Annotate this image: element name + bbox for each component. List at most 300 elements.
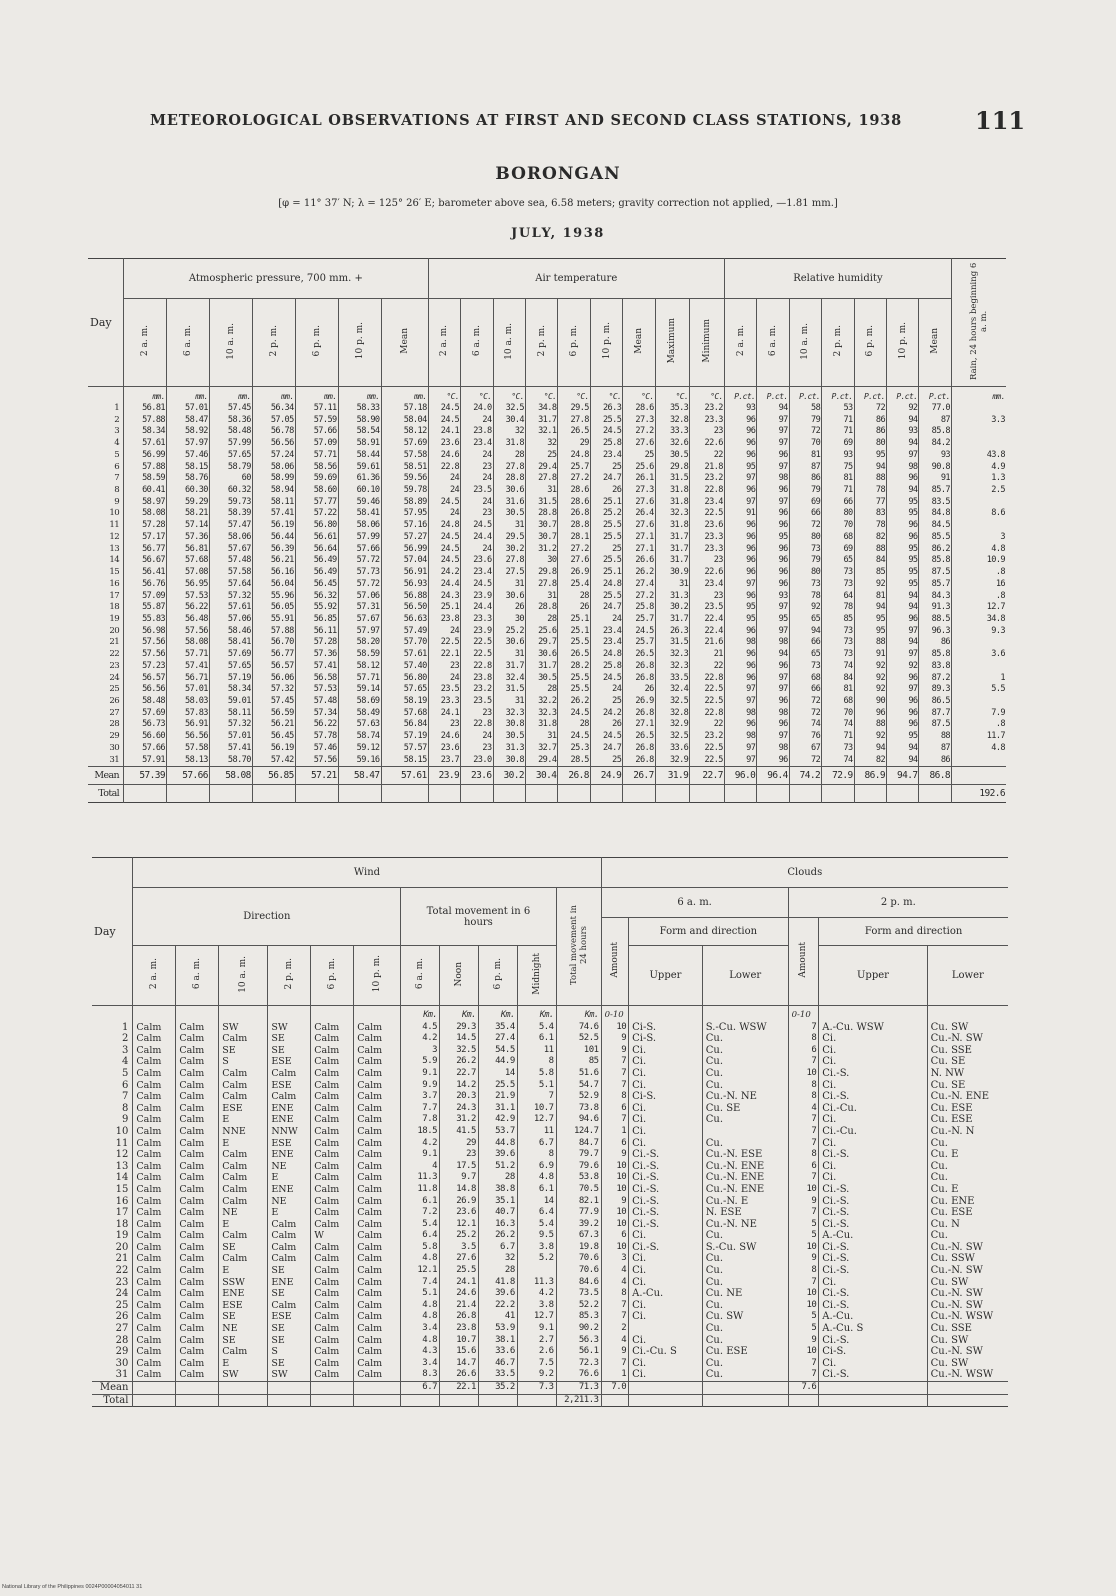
data-cell: Cu.	[702, 1323, 788, 1335]
data-cell: 28.8	[525, 508, 557, 520]
col-header-text-2: 10 a. m.	[225, 322, 236, 360]
data-cell: 12.1	[401, 1265, 440, 1277]
data-cell: Ci.-S.	[819, 1242, 927, 1254]
data-cell: 28.6	[558, 497, 590, 509]
mean-cell: 86.8	[919, 767, 952, 785]
total-label: Total	[88, 785, 124, 803]
data-cell: 29.5	[493, 532, 525, 544]
col-header-14	[655, 299, 690, 387]
data-cell: 46.7	[478, 1358, 517, 1370]
data-cell: 51.2	[478, 1161, 517, 1173]
data-cell: 28.8	[558, 520, 590, 532]
data-cell: 29	[440, 1138, 479, 1150]
data-cell: 3	[601, 1253, 629, 1265]
data-cell: 57.06	[338, 591, 381, 603]
mean-amount-pm: 7.6	[788, 1382, 819, 1395]
data-cell	[951, 696, 1006, 708]
data-cell: 58.11	[209, 708, 252, 720]
data-cell: Calm	[311, 1091, 354, 1103]
data-cell: 74	[789, 719, 821, 731]
data-cell: 26.4	[623, 508, 655, 520]
data-cell: 57.56	[295, 755, 338, 767]
data-cell: 92	[789, 602, 821, 614]
data-cell: Calm	[176, 1184, 219, 1196]
day-cell: 1	[114, 403, 120, 413]
data-cell: 58.59	[338, 649, 381, 661]
data-cell: 33.5	[478, 1369, 517, 1381]
data-cell: 57.09	[295, 438, 338, 450]
data-cell: 4.9	[951, 462, 1006, 474]
data-cell: Ci.-Cu. S	[629, 1346, 703, 1358]
data-cell: Calm	[133, 1126, 176, 1138]
data-cell: 14.8	[440, 1184, 479, 1196]
data-cell: 57.40	[381, 661, 428, 673]
data-cell: Ci.	[629, 1277, 703, 1289]
data-cell: 91	[724, 508, 756, 520]
data-cell: 58.12	[381, 426, 428, 438]
table-row	[92, 1277, 1008, 1289]
units-empty	[219, 1006, 268, 1022]
data-cell: 85	[854, 567, 886, 579]
data-cell: Cu.-N. ENE	[702, 1184, 788, 1196]
data-cell: 26.2	[558, 696, 590, 708]
data-cell: 26.8	[623, 743, 655, 755]
data-cell: 67.3	[556, 1230, 601, 1242]
data-cell: 59.61	[338, 462, 381, 474]
day-cell: 11	[115, 1137, 129, 1149]
data-cell: 17.5	[440, 1161, 479, 1173]
col-header-22	[919, 299, 952, 387]
data-cell: 24.6	[428, 731, 460, 743]
data-cell: 64	[822, 591, 854, 603]
data-cell: 10	[788, 1068, 819, 1080]
data-cell: 57.11	[295, 403, 338, 415]
data-cell: Calm	[176, 1033, 219, 1045]
data-cell: 22	[690, 450, 725, 462]
data-cell: 24.1	[428, 426, 460, 438]
data-cell: 22.5	[690, 755, 725, 767]
total-row	[88, 785, 1006, 803]
day-cell: 18	[115, 1218, 129, 1230]
data-cell: 56.84	[381, 719, 428, 731]
data-cell: 22.8	[461, 661, 493, 673]
data-cell: 14.7	[440, 1358, 479, 1370]
data-cell: A.-Cu.	[629, 1288, 703, 1300]
data-cell: 78	[854, 520, 886, 532]
data-cell: Calm	[268, 1219, 311, 1231]
data-cell: 25.7	[558, 462, 590, 474]
data-cell: 22.4	[690, 614, 725, 626]
data-cell: Calm	[133, 1369, 176, 1381]
data-cell: 5	[788, 1219, 819, 1231]
data-cell: SE	[268, 1335, 311, 1347]
data-cell: 51.6	[556, 1068, 601, 1080]
table-row	[88, 485, 1006, 497]
unit-20: P.ct.	[854, 387, 886, 404]
data-cell: A.-Cu. WSW	[819, 1022, 927, 1034]
data-cell: 30.8	[493, 755, 525, 767]
data-cell: Ci.-Cu.	[819, 1126, 927, 1138]
data-cell: 58.48	[209, 426, 252, 438]
data-cell: 12.7	[517, 1114, 556, 1126]
mean-row	[88, 767, 1006, 785]
data-cell: 14	[517, 1196, 556, 1208]
mean-cell: 23.9	[428, 767, 460, 785]
data-cell: 73	[822, 626, 854, 638]
table-row	[88, 426, 1006, 438]
data-cell: Calm	[133, 1253, 176, 1265]
data-cell: 72	[789, 708, 821, 720]
data-cell: 96	[724, 649, 756, 661]
data-cell: 57.71	[295, 450, 338, 462]
unit-23: mm.	[951, 387, 1006, 404]
data-cell: 92	[854, 579, 886, 591]
data-cell: 92	[854, 731, 886, 743]
table-row	[92, 1230, 1008, 1242]
table-row	[92, 1045, 1008, 1057]
day-cell: 4	[114, 438, 120, 449]
table-row	[92, 1311, 1008, 1323]
mean-cell: 24.9	[590, 767, 622, 785]
data-cell: Ci.	[629, 1358, 703, 1370]
data-cell: 57.01	[166, 403, 209, 415]
mean-amount-am: 7.0	[601, 1382, 629, 1395]
total-empty-cell	[757, 785, 789, 803]
data-cell: 26.3	[655, 626, 690, 638]
col-header-8	[461, 299, 493, 387]
table-row	[88, 532, 1006, 544]
data-cell: N. ESE	[702, 1207, 788, 1219]
table-row	[88, 544, 1006, 556]
data-cell: 84	[854, 555, 886, 567]
data-cell: 95	[854, 450, 886, 462]
day-cell: 31	[109, 754, 120, 765]
data-cell: 25.8	[590, 438, 622, 450]
data-cell: Ci.	[629, 1230, 703, 1242]
data-cell: 22.6	[690, 438, 725, 450]
data-cell: 29.4	[525, 755, 557, 767]
data-cell: 7	[601, 1056, 629, 1068]
data-cell: 31.3	[493, 743, 525, 755]
data-cell: Ci.	[629, 1300, 703, 1312]
data-cell: 96	[887, 719, 919, 731]
data-cell: ESE	[268, 1056, 311, 1068]
data-cell: Calm	[176, 1335, 219, 1347]
data-cell: 56.57	[252, 661, 295, 673]
data-cell: 31	[655, 579, 690, 591]
day-cell: 27	[109, 707, 120, 718]
data-cell: 57.06	[209, 614, 252, 626]
data-cell: 25.5	[558, 637, 590, 649]
data-cell: Cu. SSE	[927, 1323, 1008, 1335]
day-cell: 5	[114, 449, 120, 460]
total-row-2	[92, 1394, 1008, 1407]
day-cell: 17	[109, 590, 120, 601]
wind-group-header: Wind	[133, 858, 601, 888]
total-empty	[629, 1394, 703, 1407]
data-cell: Calm	[311, 1172, 354, 1184]
data-cell: 31	[525, 591, 557, 603]
data-cell: 22.7	[440, 1068, 479, 1080]
data-cell: Calm	[133, 1161, 176, 1173]
data-cell: 82.1	[556, 1196, 601, 1208]
data-cell: 98	[757, 743, 789, 755]
data-cell: Cu.	[927, 1230, 1008, 1242]
data-cell: Calm	[176, 1323, 219, 1335]
data-cell: 68	[789, 673, 821, 685]
mov-col-header-3	[517, 946, 556, 1006]
data-cell: 26.1	[623, 473, 655, 485]
unit-7: °C.	[428, 387, 460, 404]
data-cell: Calm	[133, 1080, 176, 1092]
data-cell: 3.5	[440, 1242, 479, 1254]
total-empty-cell	[558, 785, 590, 803]
data-cell: 79.7	[556, 1149, 601, 1161]
data-cell: 57.65	[209, 450, 252, 462]
mean-empty	[219, 1382, 268, 1395]
data-cell: Calm	[311, 1126, 354, 1138]
data-cell: 58.48	[124, 696, 167, 708]
data-cell: 60.30	[166, 485, 209, 497]
table-row	[92, 1242, 1008, 1254]
form-sub-header-lower_pm: Lower	[927, 946, 1008, 1006]
data-cell: 85.5	[919, 532, 952, 544]
data-cell: Ci-S.	[629, 1033, 703, 1045]
data-cell: 59.69	[295, 473, 338, 485]
data-cell: 58.91	[338, 438, 381, 450]
data-cell: 96	[724, 544, 756, 556]
col-header-17	[757, 299, 789, 387]
data-cell: 9	[788, 1196, 819, 1208]
data-cell: 53.8	[556, 1172, 601, 1184]
day-cell: 8	[114, 485, 120, 496]
mean-cell: 7.3	[517, 1382, 556, 1395]
data-cell: 73.8	[556, 1103, 601, 1115]
data-cell: 72	[789, 696, 821, 708]
data-cell: 57.16	[381, 520, 428, 532]
mean-empty	[354, 1382, 401, 1395]
data-cell: 23.9	[461, 626, 493, 638]
data-cell: 24.2	[428, 567, 460, 579]
data-cell: 27.6	[558, 555, 590, 567]
data-cell: 22.5	[461, 637, 493, 649]
data-cell: 7.5	[517, 1358, 556, 1370]
data-cell: Calm	[219, 1196, 268, 1208]
data-cell: 22.8	[428, 462, 460, 474]
data-cell: S	[219, 1056, 268, 1068]
data-cell: Calm	[354, 1080, 401, 1092]
data-cell: 95	[854, 626, 886, 638]
data-cell: 27.2	[558, 544, 590, 556]
data-cell: Calm	[219, 1184, 268, 1196]
data-cell: 23.3	[461, 614, 493, 626]
unit-km: Km.	[478, 1006, 517, 1022]
data-cell: 31	[493, 649, 525, 661]
data-cell: 73	[822, 567, 854, 579]
data-cell: 12.1	[440, 1219, 479, 1231]
data-cell: 28	[558, 591, 590, 603]
data-cell: Cu.-N. SW	[927, 1300, 1008, 1312]
data-cell: 73	[789, 544, 821, 556]
col-header-5	[338, 299, 381, 387]
data-cell: 7	[788, 1369, 819, 1381]
data-cell: 56.61	[295, 532, 338, 544]
data-cell: 28.5	[558, 755, 590, 767]
data-cell: 57.46	[295, 743, 338, 755]
data-cell: 22.8	[690, 485, 725, 497]
day-cell: 15	[109, 567, 120, 578]
data-cell: 24.4	[461, 532, 493, 544]
unit-4: mm.	[295, 387, 338, 404]
data-cell: 57.32	[252, 684, 295, 696]
data-cell: 24.5	[558, 708, 590, 720]
day-cell: 9	[122, 1114, 129, 1126]
data-cell: Calm	[219, 1230, 268, 1242]
mean-cell: 94.7	[887, 767, 919, 785]
unit-0: mm.	[124, 387, 167, 404]
data-cell: 96	[757, 508, 789, 520]
data-cell: 23.5	[461, 696, 493, 708]
day-cell: 29	[115, 1346, 129, 1358]
day-cell: 10	[115, 1125, 129, 1137]
month-title: JULY, 1938	[511, 226, 605, 241]
data-cell: 96	[757, 579, 789, 591]
data-cell: 97	[724, 579, 756, 591]
data-cell: 25.1	[428, 602, 460, 614]
data-cell: 94	[887, 637, 919, 649]
data-cell: Cu. SSE	[927, 1045, 1008, 1057]
data-cell: 30.2	[493, 544, 525, 556]
data-cell: 57.88	[252, 626, 295, 638]
data-cell: Cu. ESE	[927, 1114, 1008, 1126]
table-row	[92, 1068, 1008, 1080]
data-cell: 97	[757, 415, 789, 427]
data-cell: SE	[268, 1045, 311, 1057]
col-header-text-11: 6 p. m.	[569, 325, 580, 357]
data-cell: 7.2	[401, 1207, 440, 1219]
col-header-text-13: Mean	[634, 328, 644, 354]
day-cell: 12	[109, 531, 120, 542]
data-cell: 67	[789, 743, 821, 755]
movement24-header: Total movement in 24 hours	[556, 888, 601, 1006]
table-row	[88, 626, 1006, 638]
data-cell: 34.8	[525, 403, 557, 415]
data-cell: 57.24	[252, 450, 295, 462]
data-cell: 4.3	[401, 1346, 440, 1358]
data-cell: 23.2	[461, 684, 493, 696]
data-cell: 56.19	[252, 520, 295, 532]
data-cell	[951, 497, 1006, 509]
day-cell: 11	[109, 520, 120, 531]
data-cell: 56.32	[295, 591, 338, 603]
data-cell: NE	[268, 1161, 311, 1173]
data-cell: 72.3	[556, 1358, 601, 1370]
table-row	[88, 743, 1006, 755]
data-cell: 94	[789, 626, 821, 638]
data-cell: 7.9	[951, 708, 1006, 720]
data-cell: Calm	[219, 1091, 268, 1103]
data-cell: Cu.-N. WSW	[927, 1311, 1008, 1323]
data-cell: 10	[788, 1184, 819, 1196]
data-cell: 3.6	[951, 649, 1006, 661]
data-cell: 58.51	[381, 462, 428, 474]
data-cell: 22.5	[690, 743, 725, 755]
data-cell: 23.2	[690, 731, 725, 743]
table-row	[92, 1149, 1008, 1161]
total-empty	[268, 1394, 311, 1407]
amount-pm-header: Amount	[788, 918, 819, 1006]
data-cell: Calm	[354, 1335, 401, 1347]
data-cell: 58.34	[209, 684, 252, 696]
data-cell: Calm	[311, 1138, 354, 1150]
data-cell: SW	[268, 1369, 311, 1381]
data-cell: 58.36	[209, 415, 252, 427]
data-cell: 57.65	[209, 661, 252, 673]
data-cell: 23	[428, 661, 460, 673]
data-cell: 71	[822, 485, 854, 497]
data-cell: 41.5	[440, 1126, 479, 1138]
col-header-text-6: Mean	[399, 328, 410, 354]
data-cell: 26.8	[440, 1311, 479, 1323]
data-cell: Calm	[133, 1172, 176, 1184]
data-cell: 24.6	[440, 1288, 479, 1300]
data-cell: 32.9	[655, 755, 690, 767]
data-cell: Ci.	[819, 1033, 927, 1045]
data-cell: 57.58	[166, 743, 209, 755]
data-cell: 21.8	[690, 462, 725, 474]
data-cell: 28.1	[558, 532, 590, 544]
data-cell: SE	[219, 1335, 268, 1347]
data-cell: 25.5	[590, 415, 622, 427]
data-cell: 58.20	[338, 637, 381, 649]
table-row	[88, 602, 1006, 614]
data-cell: 24.1	[440, 1277, 479, 1289]
data-cell: 31.5	[493, 684, 525, 696]
data-cell: 26.8	[558, 508, 590, 520]
data-cell: 97	[757, 626, 789, 638]
data-cell: 55.83	[124, 614, 167, 626]
data-cell: 27.6	[623, 520, 655, 532]
data-cell: N. NW	[927, 1068, 1008, 1080]
total-empty	[440, 1394, 479, 1407]
data-cell: 58.49	[338, 708, 381, 720]
total-empty	[819, 1394, 927, 1407]
data-cell: 57.01	[209, 731, 252, 743]
mean-cell: 6.7	[401, 1382, 440, 1395]
table-row	[92, 1103, 1008, 1115]
table-row	[88, 755, 1006, 767]
data-cell: 25	[590, 544, 622, 556]
data-cell: 31.7	[655, 555, 690, 567]
data-cell: Calm	[133, 1068, 176, 1080]
data-cell: Cu.	[702, 1277, 788, 1289]
unit-14: °C.	[655, 387, 690, 404]
data-cell: Calm	[354, 1056, 401, 1068]
data-cell: 21.6	[690, 637, 725, 649]
data-cell	[951, 520, 1006, 532]
data-cell: 57.78	[295, 731, 338, 743]
data-cell: 97	[887, 450, 919, 462]
data-cell: 23.5	[690, 602, 725, 614]
data-cell: 28	[525, 684, 557, 696]
data-cell: 56.78	[252, 426, 295, 438]
data-cell: 8	[517, 1056, 556, 1068]
data-cell: 73	[822, 649, 854, 661]
unit-8: °C.	[461, 387, 493, 404]
mean-cell: 22.1	[440, 1382, 479, 1395]
data-cell: 57.47	[209, 520, 252, 532]
data-cell: 56.06	[252, 673, 295, 685]
